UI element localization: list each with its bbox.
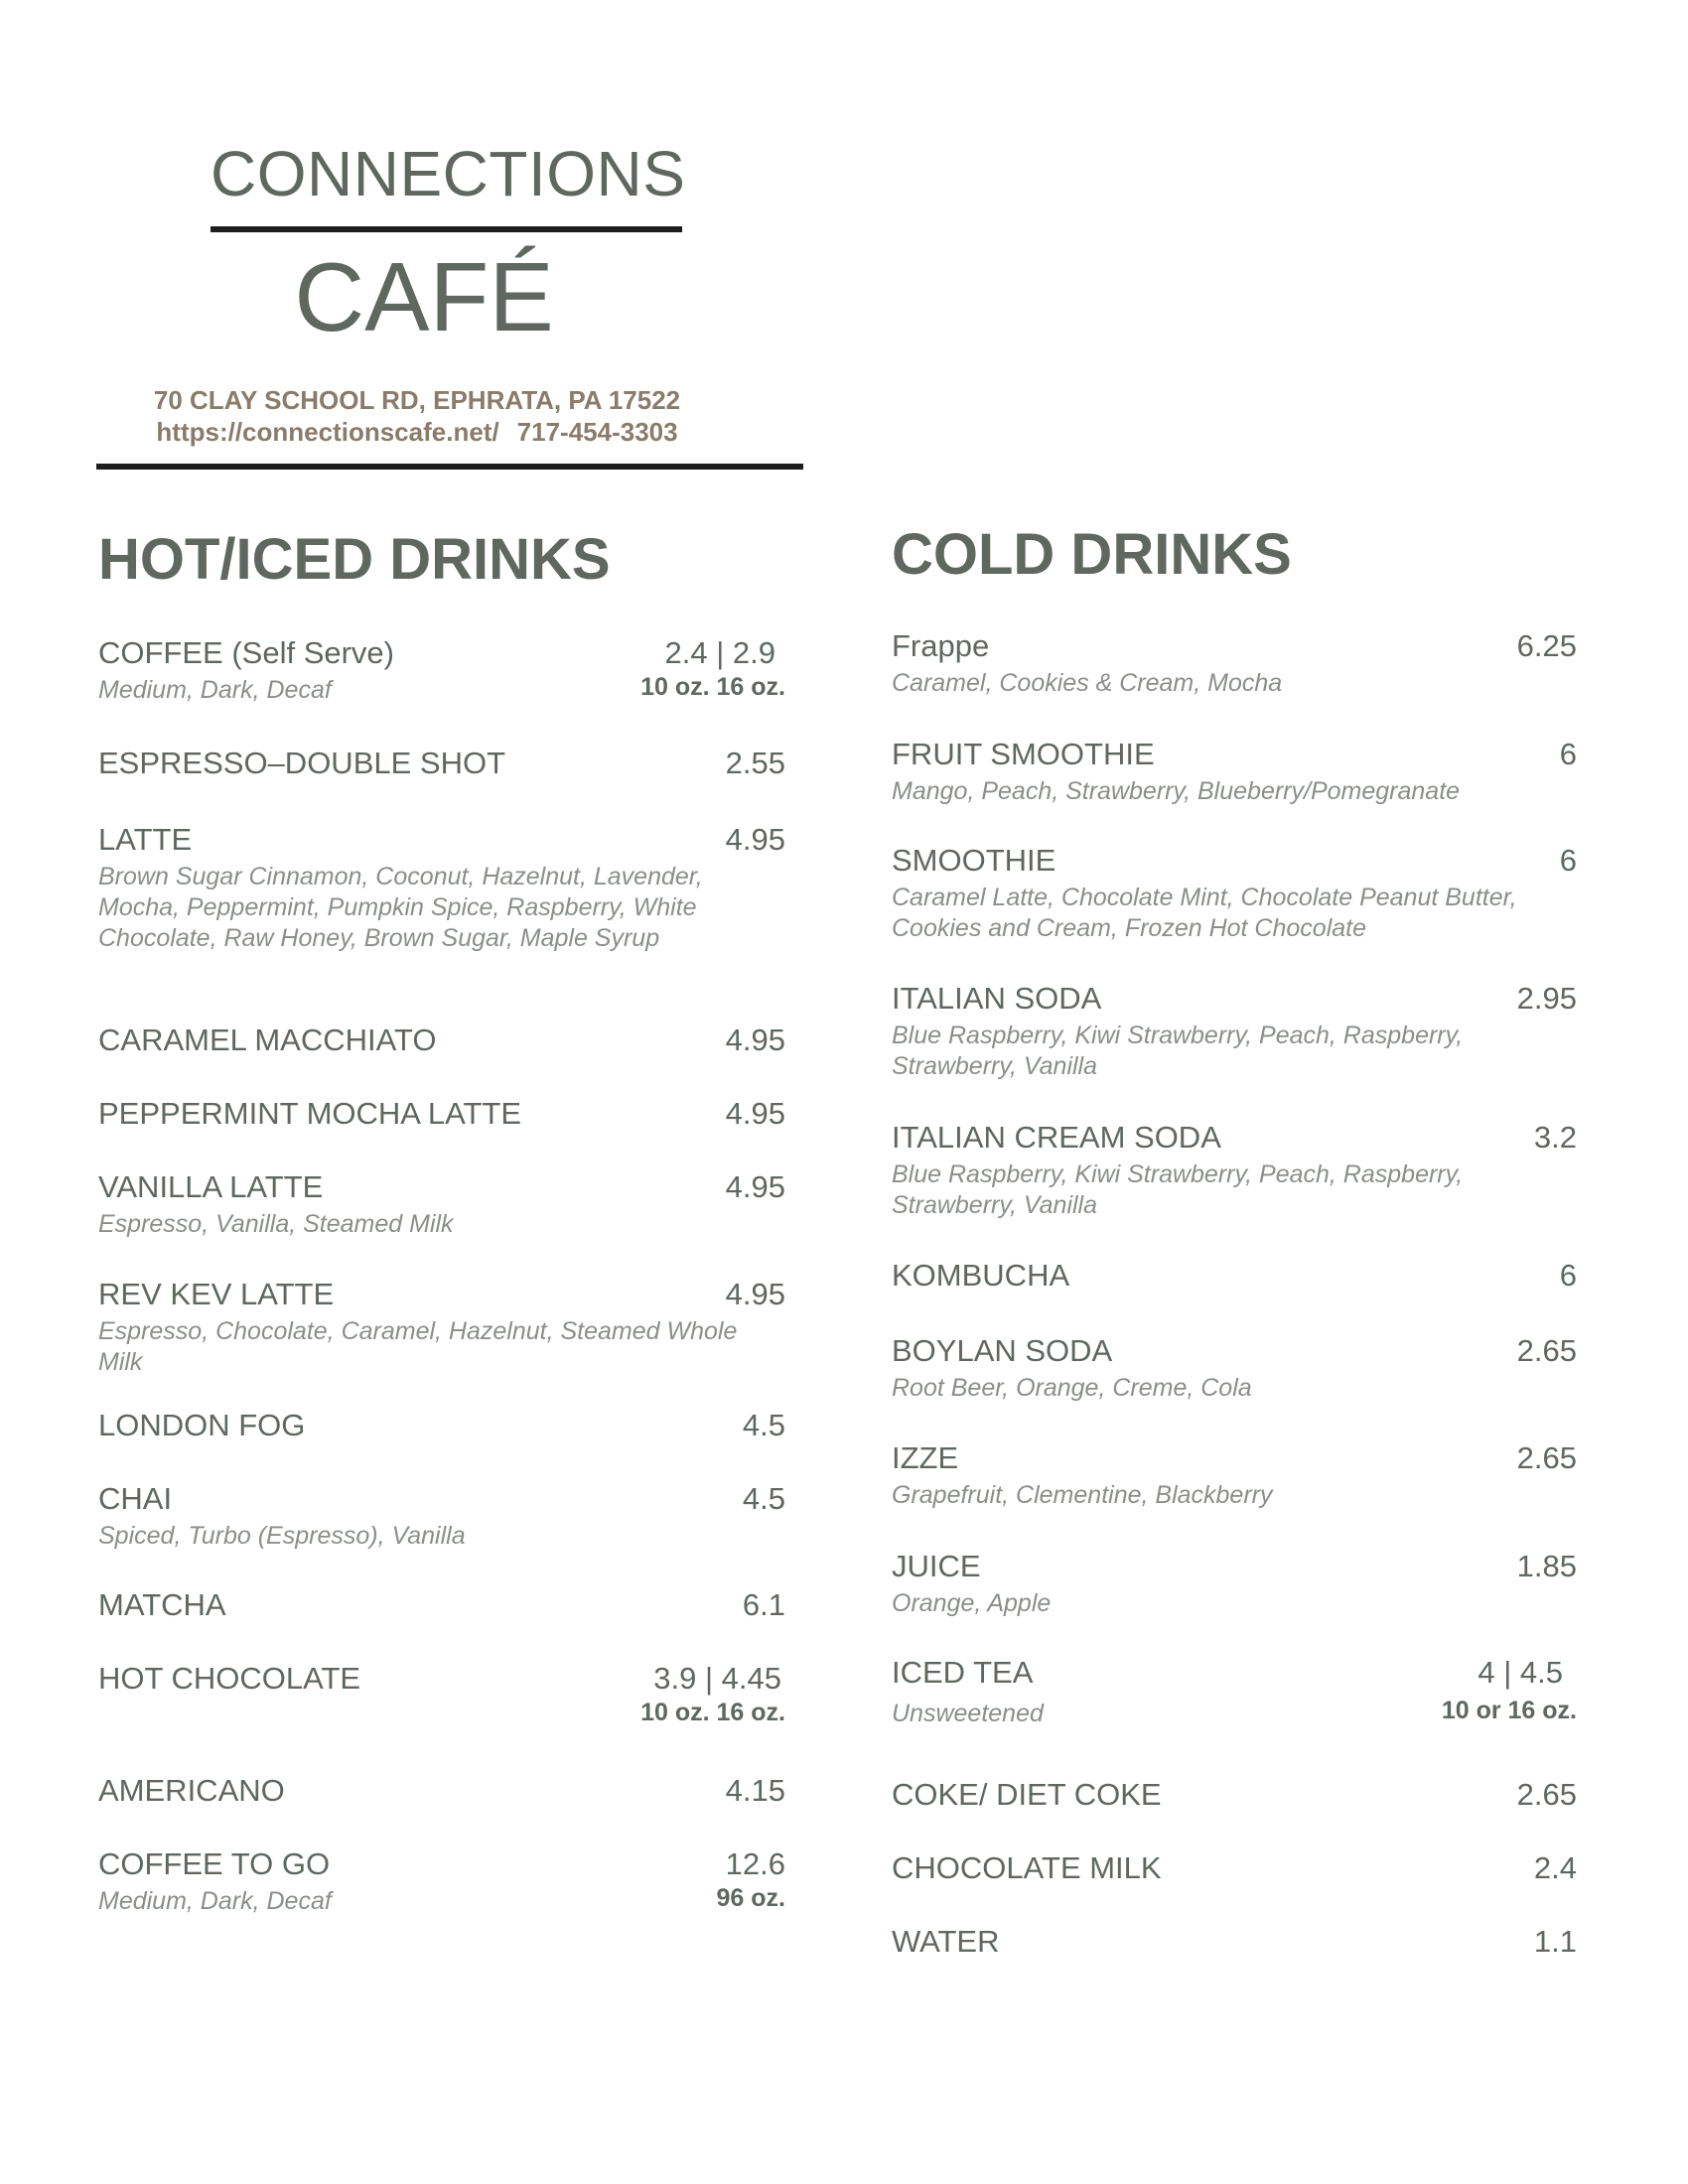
item-name: PEPPERMINT MOCHA LATTE <box>98 1096 522 1131</box>
item-price: 4.95 <box>725 1096 785 1131</box>
item-name: SMOOTHIE <box>892 843 1056 878</box>
item-price: 3.2 <box>1533 1120 1577 1155</box>
item-price: 2.65 <box>1516 1777 1577 1812</box>
item-price: 4.5 <box>742 1408 785 1442</box>
item-description: Grapefruit, Clementine, Blackberry <box>892 1481 1273 1509</box>
item-price: 2.4 <box>1533 1850 1577 1885</box>
item-price: 4.95 <box>725 1277 785 1311</box>
item-name: HOT CHOCOLATE <box>98 1661 361 1696</box>
brand-divider <box>211 226 682 232</box>
item-price: 2.65 <box>1516 1333 1577 1368</box>
item-description: Unsweetened <box>892 1700 1044 1727</box>
item-name: CHOCOLATE MILK <box>892 1850 1162 1885</box>
item-description: Espresso, Vanilla, Steamed Milk <box>98 1210 454 1238</box>
item-name: REV KEV LATTE <box>98 1277 335 1311</box>
item-price: 1.1 <box>1533 1924 1577 1959</box>
contact-line <box>99 419 735 445</box>
item-description: Blue Raspberry, Kiwi Strawberry, Peach, Raspberry, Strawberry, Vanilla <box>892 1022 1464 1080</box>
item-price: 2.65 <box>1516 1440 1577 1475</box>
item-name: CHAI <box>98 1481 173 1516</box>
item-description: Blue Raspberry, Kiwi Strawberry, Peach, Raspberry, Strawberry, Vanilla <box>892 1160 1464 1219</box>
item-name: ITALIAN SODA <box>892 981 1102 1016</box>
item-price: 2.4 | 2.9 <box>664 635 775 670</box>
item-name: IZZE <box>892 1440 959 1475</box>
item-price: 6 <box>1559 1258 1577 1293</box>
item-name: Frappe <box>892 628 990 663</box>
item-name: MATCHA <box>98 1587 226 1622</box>
item-name: FRUIT SMOOTHIE <box>892 737 1155 771</box>
item-description: Spiced, Turbo (Espresso), Vanilla <box>98 1522 466 1550</box>
item-size: 10 oz. 16 oz. <box>640 673 785 701</box>
item-name: COFFEE TO GO <box>98 1846 331 1881</box>
address: 70 CLAY SCHOOL RD, EPHRATA, PA 17522 <box>153 385 681 415</box>
item-price: 6.1 <box>742 1587 785 1622</box>
item-name: ESPRESSO–DOUBLE SHOT <box>98 746 506 780</box>
phone-number: 717-454-3303 <box>516 417 678 447</box>
item-price: 4.95 <box>725 822 785 857</box>
item-name: LONDON FOG <box>98 1408 306 1442</box>
item-name: LATTE <box>98 822 193 857</box>
item-name: AMERICANO <box>98 1773 285 1808</box>
item-name: WATER <box>892 1924 1000 1959</box>
item-price: 1.85 <box>1516 1549 1577 1583</box>
item-description: Medium, Dark, Decaf <box>98 676 332 704</box>
item-description: Orange, Apple <box>892 1589 1052 1617</box>
item-name: JUICE <box>892 1549 981 1583</box>
item-price: 4 | 4.5 <box>1477 1655 1563 1690</box>
item-name: COKE/ DIET COKE <box>892 1777 1162 1812</box>
item-price: 6 <box>1559 843 1577 878</box>
item-price: 2.55 <box>725 746 785 780</box>
website-link[interactable]: https://connectionscafe.net/ <box>156 417 499 447</box>
item-price: 3.9 | 4.45 <box>653 1661 781 1696</box>
brand-cafe: CAFÉ <box>294 242 554 351</box>
item-name: BOYLAN SODA <box>892 1333 1113 1368</box>
item-description: Root Beer, Orange, Creme, Cola <box>892 1374 1252 1402</box>
item-name: VANILLA LATTE <box>98 1169 324 1204</box>
item-description: Brown Sugar Cinnamon, Coconut, Hazelnut, Lavender, Mocha, Peppermint, Pumpkin Spice, Raspberry, White Chocolate, Raw Honey, Brown Sugar, Maple Syrup <box>98 863 703 952</box>
item-description: Caramel, Cookies & Cream, Mocha <box>892 669 1283 697</box>
item-size: 10 or 16 oz. <box>1441 1697 1577 1724</box>
item-price: 2.95 <box>1516 981 1577 1016</box>
item-description: Mango, Peach, Strawberry, Blueberry/Pomegranate <box>892 777 1461 805</box>
item-name: ICED TEA <box>892 1655 1034 1690</box>
item-size: 96 oz. <box>716 1884 785 1912</box>
item-description: Medium, Dark, Decaf <box>98 1887 332 1915</box>
item-price: 6 <box>1559 737 1577 771</box>
section-title-cold: COLD DRINKS <box>892 522 1292 587</box>
header-divider <box>96 464 803 470</box>
item-name: ITALIAN CREAM SODA <box>892 1120 1221 1155</box>
item-name: KOMBUCHA <box>892 1258 1070 1293</box>
item-description: Caramel Latte, Chocolate Mint, Chocolate Peanut Butter, Cookies and Cream, Frozen Hot Chocolate <box>892 884 1517 942</box>
brand-name: CONNECTIONS <box>211 138 686 209</box>
item-size: 10 oz. 16 oz. <box>640 1699 785 1726</box>
item-price: 6.25 <box>1516 628 1577 663</box>
item-price: 4.95 <box>725 1023 785 1057</box>
item-name: CARAMEL MACCHIATO <box>98 1023 437 1057</box>
item-description: Espresso, Chocolate, Caramel, Hazelnut, Steamed Whole Milk <box>98 1317 738 1376</box>
item-name: COFFEE (Self Serve) <box>98 635 394 670</box>
item-price: 4.95 <box>725 1169 785 1204</box>
item-price: 4.5 <box>742 1481 785 1516</box>
section-title-hot-iced: HOT/ICED DRINKS <box>98 527 611 592</box>
item-price: 4.15 <box>725 1773 785 1808</box>
item-price: 12.6 <box>725 1846 785 1881</box>
